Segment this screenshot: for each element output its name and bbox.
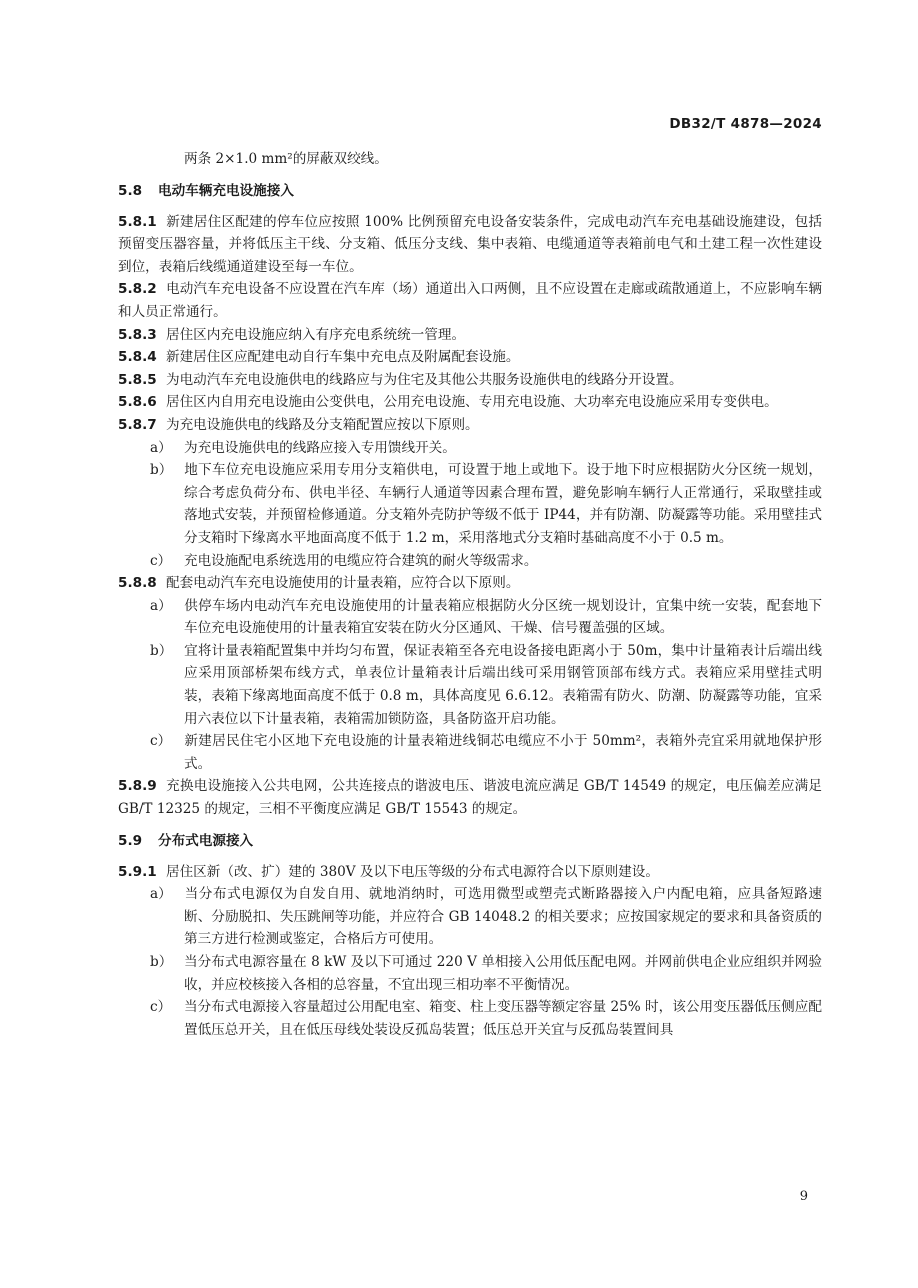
clause-5-8-5 — [118, 369, 822, 392]
list-item-text: 宜将计量表箱配置集中并均匀布置，保证表箱至各充电设备接电距离小于 50m，集中计量箱表计后端出线应采用顶部桥架布线方式，单表位计量箱表计后端出线可采用钢管顶部布线方式。表箱应采用壁挂式明装，表箱下缘离地面高度不低于 0.8 m，具体高度见 6.6.12。表箱需有防火、防潮、防凝露等功能，宜采用六表位以下计量表箱，表箱需加锁防盗，具备防盗开启功能。 — [184, 642, 822, 727]
list-item — [118, 459, 822, 549]
clause-text: 为充电设施供电的线路及分支箱配置应按以下原则。 — [166, 416, 479, 433]
list-item-text: 为充电设施供电的线路应接入专用馈线开关。 — [184, 439, 456, 456]
clause-5-8-7 — [118, 414, 822, 437]
clause-5-8-1 — [118, 211, 822, 279]
clause-text: 新建居住区应配建电动自行车集中充电点及附属配套设施。 — [166, 349, 520, 366]
clause-text: 为电动汽车充电设施供电的线路应与为住宅及其他公共服务设施供电的线路分开设置。 — [166, 371, 683, 388]
list-item-text: 当分布式电源接入容量超过公用配电室、箱变、柱上变压器等额定容量 25% 时，该公用变压器低压侧应配置低压总开关，且在低压母线处装设反孤岛装置；低压总开关宜与反孤岛装置间具 — [184, 999, 822, 1038]
list-marker: a） — [150, 597, 172, 614]
list-marker: c） — [150, 999, 172, 1016]
section-heading-5-9 — [118, 830, 822, 852]
clause-text: 充换电设施接入公共电网，公共连接点的谐波电压、谐波电流应满足 GB/T 14549 的规定，电压偏差应满足 GB/T 12325 的规定，三相不平衡度应满足 GB/T 15543 的规定。 — [118, 778, 822, 818]
clause-number: 5.8.8 — [118, 575, 157, 592]
list-item — [118, 640, 822, 730]
list-item-text: 当分布式电源仅为自发自用、就地消纳时，可选用微型或塑壳式断路器接入户内配电箱，应具备短路速断、分励脱扣、失压跳闸等功能，并应符合 GB 14048.2 的相关要求；应按国家规定的要求和具备资质的第三方进行检测或鉴定，合格后方可使用。 — [184, 886, 822, 948]
clause-text: 新建居住区配建的停车位应按照 100% 比例预留充电设备安装条件，完成电动汽车充电基础设施建设，包括预留变压器容量，并将低压主干线、分支箱、低压分支线、集中表箱、电缆通道等表箱前电气和土建工程一次性建设到位，表箱后线缆通道建设至每一车位。 — [118, 213, 822, 275]
list-item — [118, 437, 822, 460]
list-item-text: 当分布式电源容量在 8 kW 及以下可通过 220 V 单相接入公用低压配电网。并网前供电企业应组织并网验收，并应校核接入各相的总容量，不宜出现三相功率不平衡情况。 — [184, 954, 822, 993]
list-marker: c） — [150, 552, 172, 569]
list-marker: b） — [150, 642, 173, 659]
list-marker: a） — [150, 439, 172, 456]
clause-text: 居住区内自用充电设施由公变供电，公用充电设施、专用充电设施、大功率充电设施应采用专变供电。 — [166, 394, 778, 411]
standard-code: DB32/T 4878—2024 — [669, 116, 822, 132]
clause-5-8-8 — [118, 572, 822, 595]
list-item — [118, 996, 822, 1041]
clause-number: 5.8.5 — [118, 371, 157, 388]
clause-text: 居住区新（改、扩）建的 380V 及以下电压等级的分布式电源符合以下原则建设。 — [166, 863, 659, 880]
list-item-text: 充电设施配电系统选用的电缆应符合建筑的耐火等级需求。 — [184, 552, 538, 569]
list-marker: b） — [150, 954, 173, 970]
clause-number: 5.8.3 — [118, 326, 157, 343]
clause-text: 居住区内充电设施应纳入有序充电系统统一管理。 — [166, 326, 466, 343]
page-content — [118, 148, 822, 1041]
clause-number: 5.8.2 — [118, 281, 157, 298]
clause-number: 5.8.1 — [118, 213, 157, 230]
section-title: 电动车辆充电设施接入 — [158, 182, 294, 199]
list-item — [118, 883, 822, 951]
clause-5-8-2 — [118, 278, 822, 323]
section-heading-5-8 — [118, 180, 822, 202]
clause-number: 5.8.6 — [118, 394, 157, 411]
clause-number: 5.8.9 — [118, 778, 157, 795]
continuation-line: 两条 2×1.0 mm²的屏蔽双绞线。 — [184, 151, 388, 167]
clause-number: 5.8.7 — [118, 416, 157, 433]
page-number: 9 — [799, 1189, 808, 1204]
clause-5-8-4 — [118, 346, 822, 369]
list-marker: a） — [150, 886, 172, 903]
clause-5-8-9 — [118, 775, 822, 820]
list-item-text: 新建居民住宅小区地下充电设施的计量表箱进线铜芯电缆应不小于 50mm²，表箱外壳宜采用就地保护形式。 — [184, 733, 822, 772]
clause-text: 电动汽车充电设备不应设置在汽车库（场）通道出入口两侧，且不应设置在走廊或疏散通道上，不应影响车辆和人员正常通行。 — [118, 281, 822, 320]
list-item-text: 地下车位充电设施应采用专用分支箱供电，可设置于地上或地下。设于地下时应根据防火分区统一规划，综合考虑负荷分布、供电半径、车辆行人通道等因素合理布置，避免影响车辆行人正常通行，采取壁挂或落地式安装，并预留检修通道。分支箱外壳防护等级不低于 IP44，并有防潮、防凝露等功能。采用壁挂式分支箱时下缘离水平地面高度不低于 1.2 m，采用落地式分支箱时基础高度不小于 0.5 m。 — [184, 462, 822, 546]
list-item — [118, 730, 822, 775]
clause-5-8-6 — [118, 391, 822, 414]
section-number: 5.8 — [118, 182, 143, 199]
clause-number: 5.9.1 — [118, 863, 157, 880]
section-title: 分布式电源接入 — [158, 832, 254, 849]
list-item — [118, 550, 822, 573]
clause-5-9-1 — [118, 861, 822, 884]
section-number: 5.9 — [118, 832, 143, 849]
list-item — [118, 595, 822, 640]
clause-number: 5.8.4 — [118, 349, 157, 366]
list-item — [118, 951, 822, 996]
list-marker: c） — [150, 733, 172, 750]
list-marker: b） — [150, 462, 173, 479]
clause-text: 配套电动汽车充电设施使用的计量表箱，应符合以下原则。 — [166, 575, 520, 592]
list-item-text: 供停车场内电动汽车充电设施使用的计量表箱应根据防火分区统一规划设计，宜集中统一安装，配套地下车位充电设施使用的计量表箱宜安装在防火分区通风、干燥、信号覆盖强的区域。 — [184, 597, 822, 637]
clause-5-8-3 — [118, 324, 822, 347]
